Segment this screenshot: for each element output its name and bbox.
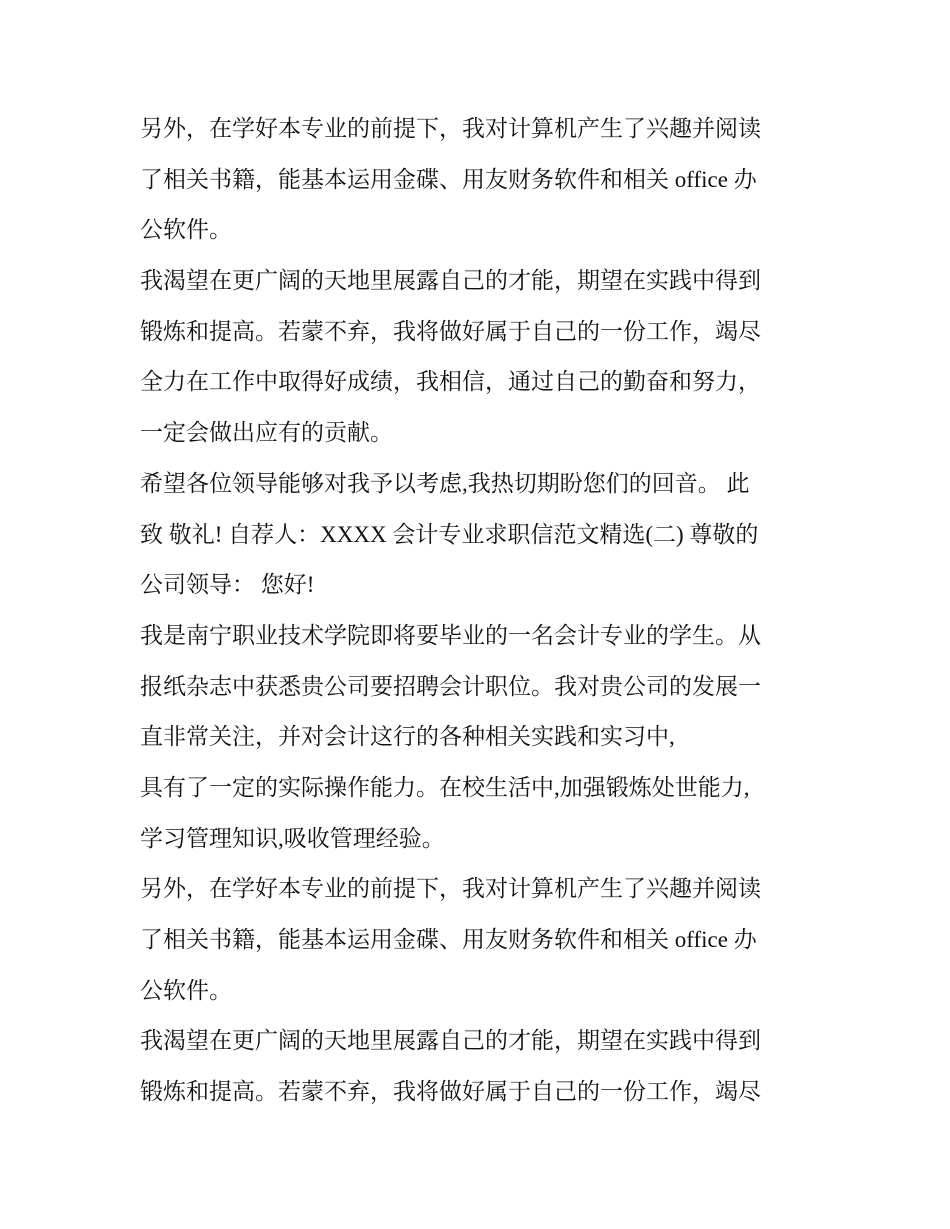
paragraph-aspiration-repeat — [140, 1016, 820, 1117]
paragraph-closing-and-greeting — [140, 459, 820, 611]
paragraph-computer-skills — [140, 104, 820, 256]
paragraph-introduction — [140, 611, 820, 763]
paragraph-aspiration — [140, 256, 820, 459]
text-line: 报纸杂志中获悉贵公司要招聘会计职位。我对贵公司的发展一 — [140, 673, 761, 699]
text-line: 我渴望在更广阔的天地里展露自己的才能，期望在实践中得到 — [140, 268, 761, 294]
text-line: 一定会做出应有的贡献。 — [140, 420, 393, 446]
text-line: 具有了一定的实际操作能力。在校生活中,加强锻炼处世能力, — [140, 774, 750, 800]
text-line: 学习管理知识,吸收管理经验。 — [140, 825, 445, 851]
text-line: 公司领导： 您好! — [140, 572, 315, 598]
text-line: 锻炼和提高。若蒙不弃，我将做好属于自己的一份工作，竭尽 — [140, 318, 761, 344]
text-line: 我渴望在更广阔的天地里展露自己的才能，期望在实践中得到 — [140, 1028, 761, 1054]
text-line: 锻炼和提高。若蒙不弃，我将做好属于自己的一份工作，竭尽 — [140, 1079, 761, 1105]
text-line: 直非常关注，并对会计这行的各种相关实践和实习中, — [140, 724, 675, 750]
text-line: 另外，在学好本专业的前提下，我对计算机产生了兴趣并阅读 — [140, 116, 761, 141]
text-line: 我是南宁职业技术学院即将要毕业的一名会计专业的学生。从 — [140, 622, 761, 648]
text-line: 致 敬礼! 自荐人：XXXX 会计专业求职信范文精选(二) 尊敬的 — [140, 521, 759, 547]
text-line: 全力在工作中取得好成绩，我相信，通过自己的勤奋和努力， — [140, 369, 761, 395]
text-line: 另外，在学好本专业的前提下，我对计算机产生了兴趣并阅读 — [140, 876, 761, 902]
text-line: 公软件。 — [140, 217, 232, 243]
text-line: 希望各位领导能够对我予以考虑,我热切期盼您们的回音。 此 — [140, 470, 750, 496]
paragraph-experience — [140, 763, 820, 864]
document-body — [140, 104, 820, 1118]
paragraph-computer-skills-repeat — [140, 864, 820, 1016]
text-line: 了相关书籍，能基本运用金碟、用友财务软件和相关 office 办 — [140, 166, 757, 192]
text-line: 公软件。 — [140, 977, 232, 1003]
text-line: 了相关书籍，能基本运用金碟、用友财务软件和相关 office 办 — [140, 927, 757, 952]
